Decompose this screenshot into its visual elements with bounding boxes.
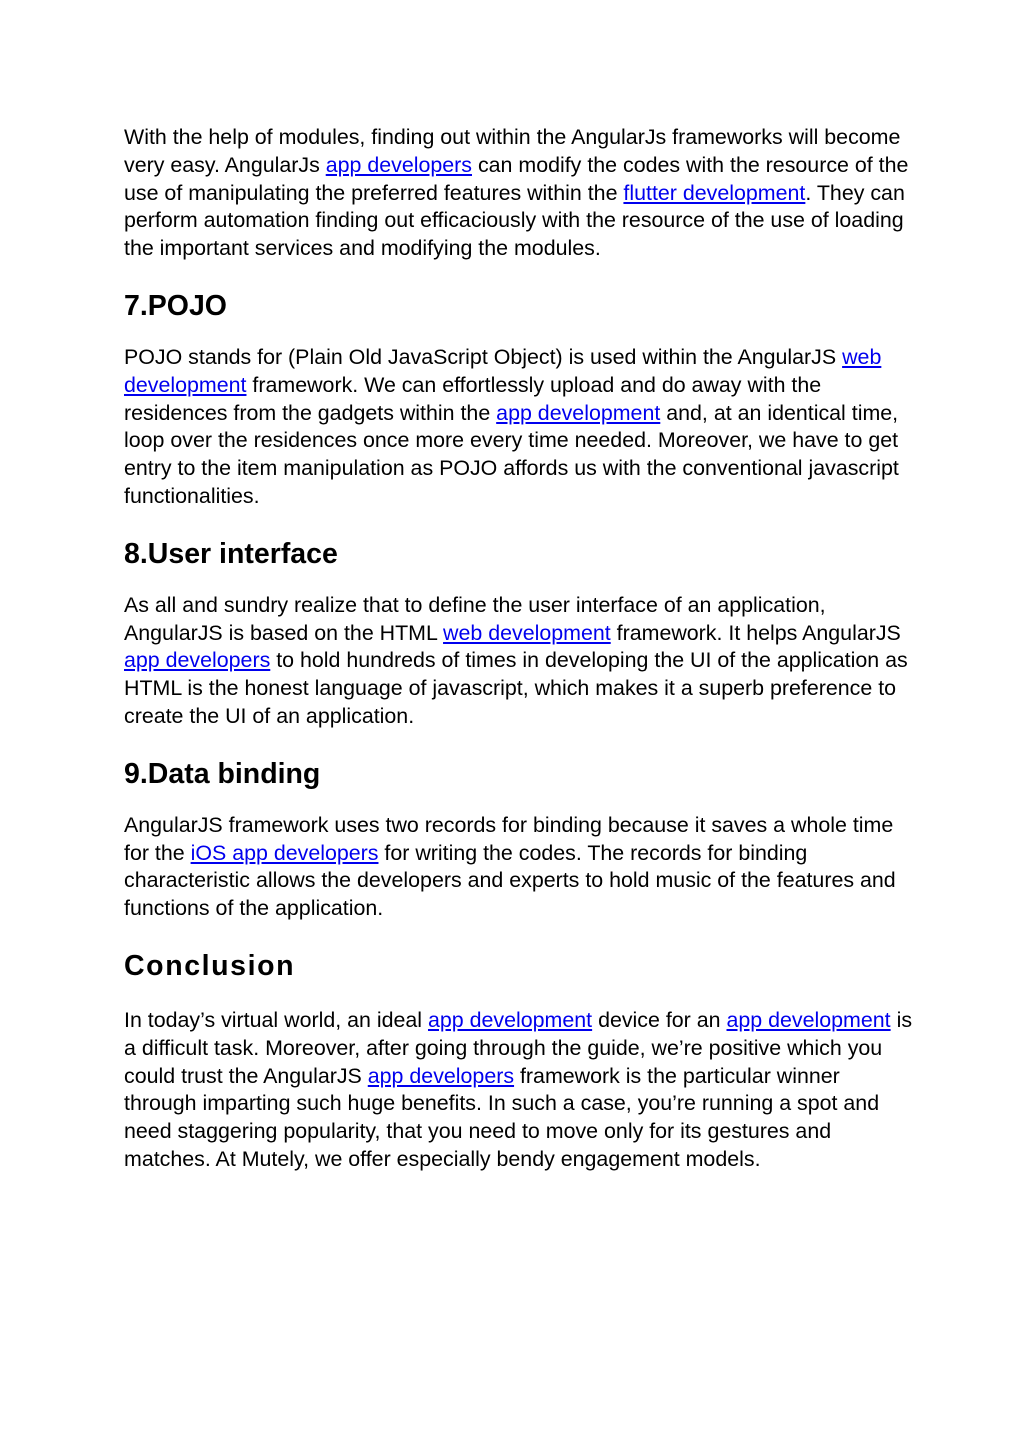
heading-user-interface: 8.User interface	[124, 537, 338, 570]
link-app-development[interactable]: app development	[428, 1007, 593, 1032]
text-run: framework. It helps AngularJS	[610, 620, 901, 645]
text-run: As all and sundry realize that to define the user interface of an application, AngularJS is based on the HTML	[124, 592, 826, 645]
text-run: can modify the codes with the resource of the use of manipulating the preferred features within the	[124, 152, 909, 205]
link-app-developers[interactable]: app developers	[325, 152, 472, 177]
intro-paragraph	[124, 124, 914, 263]
pojo-paragraph	[124, 344, 914, 511]
user-interface-paragraph	[124, 592, 914, 731]
link-app-developers[interactable]: app developers	[124, 648, 271, 673]
text-run: device for an	[592, 1007, 727, 1032]
link-web-development[interactable]: web development	[124, 344, 882, 397]
text-run: AngularJS framework uses two records for binding because it saves a whole time for the	[124, 812, 894, 865]
text-run: POJO stands for (Plain Old JavaScript Object) is used within the AngularJS	[124, 344, 843, 369]
text-run: for writing the codes. The records for binding characteristic allows the developers and experts to hold music of the features and functions of the application.	[124, 840, 896, 921]
data-binding-paragraph	[124, 812, 914, 923]
text-run: framework is the particular winner through imparting such huge benefits. In such a case, you’re running a spot and need staggering popularity, that you need to move only for its gestures and matches. At Mutely, we offer especially bendy engagement models.	[124, 1063, 880, 1171]
link-app-development[interactable]: app development	[496, 400, 661, 425]
link-ios-app-developers[interactable]: iOS app developers	[190, 840, 379, 865]
conclusion-paragraph	[124, 1007, 914, 1174]
heading-pojo: 7.POJO	[124, 289, 227, 322]
document-page	[124, 124, 914, 1174]
heading-data-binding: 9.Data binding	[124, 757, 321, 790]
text-run: . They can perform automation finding out efficaciously with the resource of the use of loading the important services and modifying the modules.	[124, 180, 905, 261]
text-run: is a difficult task. Moreover, after going through the guide, we’re positive which you could trust the AngularJS	[124, 1007, 913, 1088]
text-run: framework. We can effortlessly upload and do away with the residences from the gadgets within the	[124, 372, 822, 425]
text-run: In today’s virtual world, an ideal	[124, 1007, 428, 1032]
link-web-development[interactable]: web development	[443, 620, 611, 645]
link-flutter-development[interactable]: flutter development	[623, 180, 806, 205]
heading-conclusion: Conclusion	[124, 949, 296, 982]
text-run: With the help of modules, finding out within the AngularJs frameworks will become very easy. AngularJs	[124, 125, 901, 177]
link-app-developers[interactable]: app developers	[367, 1063, 515, 1088]
link-app-development[interactable]: app development	[726, 1007, 891, 1032]
text-run: and, at an identical time, loop over the residences once more every time needed. Moreover, we have to get entry to the item manipulation as POJO affords us with the conventional javascript functionalities.	[124, 400, 899, 508]
text-run: to hold hundreds of times in developing the UI of the application as HTML is the honest language of javascript, which makes it a superb preference to create the UI of an application.	[124, 648, 908, 728]
